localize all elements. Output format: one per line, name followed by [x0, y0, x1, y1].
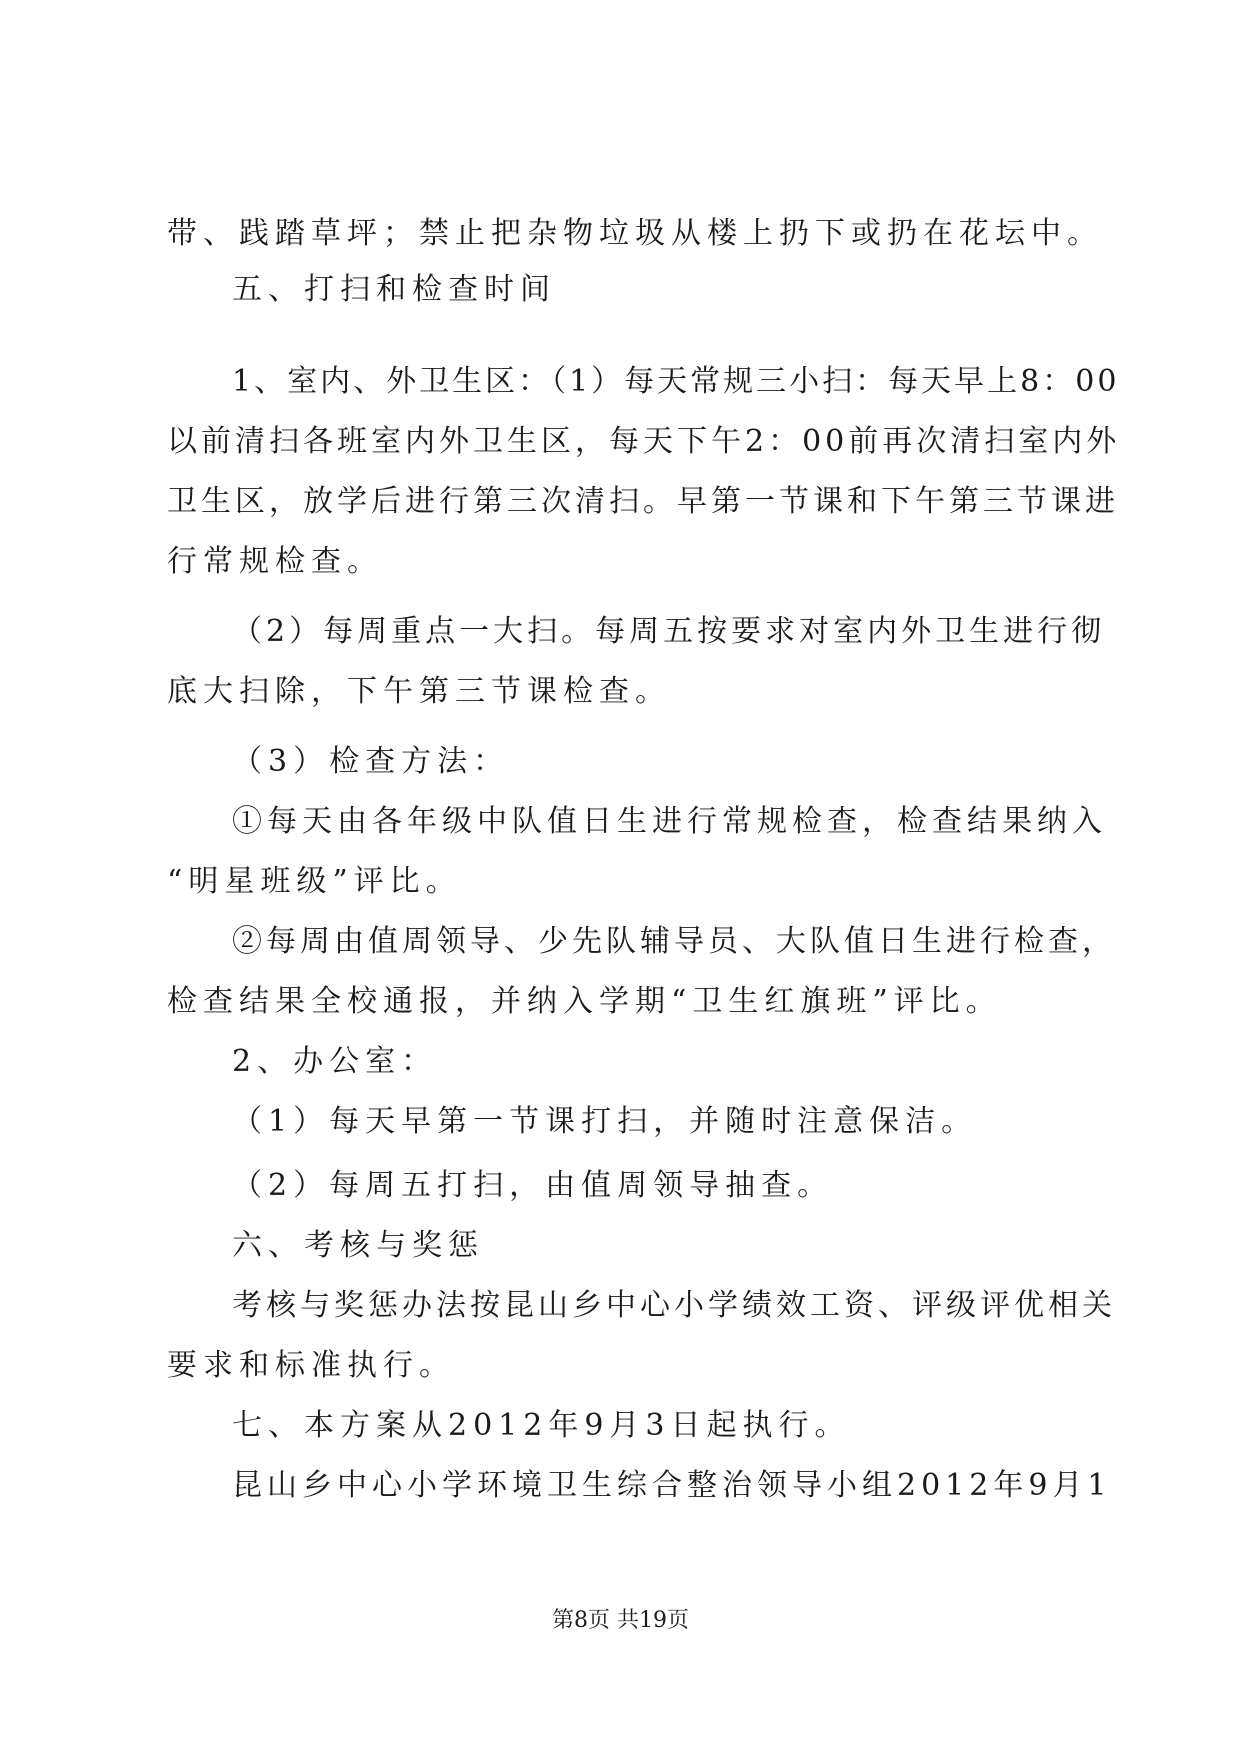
text-line-16: （2）每周五打扫，由值周领导抽查。 [232, 1168, 834, 1203]
text-line-18: 考核与奖惩办法按昆山乡中心小学绩效工资、评级评优相关 [232, 1288, 1116, 1323]
text-line-5: 卫生区，放学后进行第三次清扫。早第一节课和下午第三节课进 [167, 484, 1119, 519]
text-line-1: 带、践踏草坪；禁止把杂物垃圾从楼上扔下或扔在花坛中。 [167, 216, 1103, 251]
text-line-14: 2、办公室： [232, 1044, 438, 1079]
section-heading-5: 五、打扫和检查时间 [232, 272, 556, 307]
text-line-13: 检查结果全校通报，并纳入学期“卫生红旗班”评比。 [167, 984, 1002, 1019]
text-line-6: 行常规检查。 [167, 544, 383, 579]
text-line-8: 底大扫除，下午第三节课检查。 [167, 674, 671, 709]
text-line-4: 以前清扫各班室内外卫生区，每天下午2：00前再次清扫室内外 [167, 424, 1121, 459]
section-heading-6: 六、考核与奖惩 [232, 1228, 484, 1263]
page-footer: 第8页 共19页 [552, 1608, 689, 1633]
text-line-12: ②每周由值周领导、少先队辅导员、大队值日生进行检查， [232, 924, 1116, 959]
text-line-11: “明星班级”评比。 [167, 864, 462, 899]
text-line-21: 昆山乡中心小学环境卫生综合整治领导小组2012年9月1 [232, 1468, 1112, 1503]
text-line-15: （1）每天早第一节课打扫，并随时注意保洁。 [232, 1104, 978, 1139]
text-line-3: 1、室内、外卫生区：（1）每天常规三小扫：每天早上8：00 [232, 364, 1120, 399]
text-line-7: （2）每周重点一大扫。每周五按要求对室内外卫生进行彻 [232, 614, 1106, 649]
text-line-10: ①每天由各年级中队值日生进行常规检查，检查结果纳入 [232, 804, 1107, 839]
text-line-9: （3）检查方法： [232, 744, 510, 779]
section-heading-7: 七、本方案从2012年9月3日起执行。 [232, 1408, 851, 1443]
text-line-19: 要求和标准执行。 [167, 1348, 455, 1383]
